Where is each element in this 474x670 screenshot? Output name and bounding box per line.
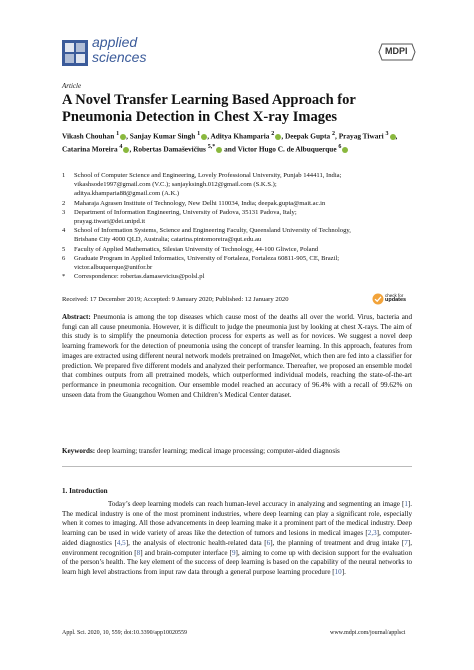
- author-affil: 4: [119, 144, 123, 151]
- abstract-text: Pneumonia is among the top diseases which cause most of the deaths all over the world. Virus, bacteria and fungi can all cause pneumonia. However, it is difficult to judge the pneumonia just by looking at chest X-rays. The aim of this study is to simplify the pneumonia detection process for experts as well as for novices. We suggest a novel deep learning framework for the detection of pneumonia using the concept of transfer learning. In this approach, features from images are extracted using different neural network models pretrained on ImageNet, which then are fed into a classifier for prediction. We prepared five different models and analyzed their performance. Thereafter, we proposed an ensemble model that combines outputs from all pretrained models, which outperformed individual models, reaching the state-of-the-art performance in pneumonia recognition. Our ensemble model reached an accuracy of 96.4% with a recall of 99.62% on unseen data from the Guangzhou Women and Children’s Medical Center dataset.: [62, 313, 412, 399]
- author-name: Vikash Chouhan: [62, 131, 117, 141]
- author-affil: 2: [271, 131, 275, 137]
- journal-logo-icon: [62, 40, 88, 66]
- intro-text: ], the analysis of electronic health-related data [: [125, 538, 267, 547]
- affiliation-number: 5: [62, 245, 66, 253]
- affiliation-line: vikashsode1997@gmail.com (V.C.); sanjayksingh.012@gmail.com (S.K.S.);: [74, 181, 277, 189]
- section-divider: [62, 466, 412, 467]
- affiliation-item: [62, 254, 422, 272]
- affiliation-text: [74, 226, 351, 244]
- affiliation-item: [62, 272, 422, 281]
- affiliation-line: School of Computer Science and Engineering, Lovely Professional University, Punjab 144411, India;: [74, 172, 342, 179]
- affiliation-line: Graduate Program in Applied Informatics, University of Fortaleza, Fortaleza 60811-905, CE, Brazil;: [74, 254, 340, 262]
- journal-name: [92, 35, 146, 65]
- affiliation-item: [62, 226, 422, 244]
- author-affil: 3: [385, 131, 389, 137]
- intro-text: Today’s deep learning models can reach human-level accuracy in analyzing and segmenting an image [: [108, 500, 405, 508]
- section-heading: 1. Introduction: [62, 487, 108, 495]
- affiliation-number: 3: [62, 208, 66, 216]
- author-affil: 1: [116, 131, 120, 137]
- intro-text: ], environment recognition [: [62, 538, 412, 557]
- citation-link[interactable]: 8: [136, 548, 141, 557]
- author-affil: 2: [332, 131, 336, 137]
- affiliation-text: [74, 254, 339, 272]
- author-affil: 1: [197, 131, 201, 137]
- keywords-text: deep learning; transfer learning; medical image processing; computer-aided diagnosis: [95, 447, 340, 455]
- author-name: , Deepak Gupta: [281, 131, 332, 141]
- intro-text: ], aiming to come up with decision support for the evaluation of the person’s health. The key element of the success of deep learning is based on the capability of the neural networks to learn high level abstractions from input raw data through a general purpose learning procedure [: [62, 548, 412, 576]
- affiliation-line: Department of Information Engineering, University of Padova, 35131 Padova, Italy;: [74, 208, 297, 216]
- paper-title: A Novel Transfer Learning Based Approach for Pneumonia Detection in Chest X-ray Images: [62, 92, 356, 125]
- affiliation-text: [74, 171, 341, 199]
- affiliation-line: Maharaja Agrasen Institute of Technology, New Delhi 110034, India; deepak.gupta@mait.ac.in: [74, 199, 326, 207]
- author-name: , Robertas Damaševičius: [129, 144, 208, 154]
- author-name: , Prayag Tiwari: [335, 131, 386, 141]
- publication-dates: Received: 17 December 2019; Accepted: 9 January 2020; Published: 12 January 2020: [62, 296, 289, 303]
- citation-link[interactable]: 1: [404, 500, 408, 508]
- author-list: [62, 129, 422, 155]
- journal-name-line1: applied: [92, 34, 138, 50]
- footer-url[interactable]: www.mdpi.com/journal/applsci: [330, 630, 406, 636]
- affiliation-line: victor.albuquerque@unifor.br: [74, 264, 153, 272]
- article-type: Article: [62, 82, 82, 90]
- journal-name-line2: sciences: [92, 49, 147, 65]
- affiliation-line: Faculty of Applied Mathematics, Silesian University of Technology, 44-100 Gliwice, Poland: [74, 245, 319, 253]
- publisher-name: MDPI: [385, 46, 408, 56]
- affiliation-line: Brisbane City 4000 QLD, Australia; catarina.pintomoreira@qut.edu.au: [74, 236, 262, 244]
- check-updates-line2: updates: [385, 297, 407, 303]
- author-name: and Victor Hugo C. de Albuquerque: [222, 144, 339, 154]
- affiliation-text: [74, 199, 325, 208]
- affiliation-line: prayag.tiwari@dei.unipd.it: [74, 218, 146, 226]
- affiliation-line: Correspondence: robertas.damasevicius@polsl.pl: [74, 273, 205, 281]
- intro-text: ].: [341, 567, 346, 576]
- affiliation-number: 2: [62, 199, 66, 207]
- affiliation-number: 6: [62, 254, 66, 262]
- author-affil: 6: [338, 144, 342, 151]
- affiliation-number: 1: [62, 172, 66, 179]
- check-for-updates-badge[interactable]: [372, 289, 410, 309]
- author-affil: 5,*: [207, 144, 216, 151]
- author-name: , Aditya Khamparia: [207, 131, 272, 141]
- citation-link[interactable]: 9: [231, 548, 236, 557]
- citation-link[interactable]: 2,3: [367, 529, 377, 538]
- intro-text: ] and brain-computer interface [: [140, 548, 232, 557]
- check-updates-text: [385, 293, 406, 303]
- check-updates-line1: check for: [385, 293, 404, 298]
- affiliation-item: [62, 199, 422, 208]
- affiliation-text: [74, 245, 318, 254]
- author-name: , Catarina Moreira: [62, 131, 398, 154]
- affiliation-number: 4: [62, 227, 66, 235]
- affiliation-text: [74, 208, 297, 226]
- affiliation-number: *: [62, 273, 66, 281]
- keywords-label: Keywords:: [62, 447, 96, 455]
- intro-text: ]. The medical industry is one of the most prominent industries, where deep learning can play a significant role, especially when it comes to imaging. All those advancements in deep learning make it a prominent part of the medical industry. Deep learning can be used in wide variety of areas like the detection of tumors and lesions in medical images [: [62, 500, 412, 538]
- affiliation-text: [74, 272, 204, 281]
- abstract: [62, 313, 412, 400]
- keywords: [62, 447, 412, 457]
- orcid-icon[interactable]: [342, 147, 348, 153]
- citation-link[interactable]: 10: [334, 567, 342, 576]
- affiliation-item: [62, 171, 422, 199]
- author-name: , Sanjay Kumar Singh: [126, 131, 198, 141]
- affiliation-line: aditya.khamparia88@gmail.com (A.K.): [74, 190, 180, 198]
- intro-text: ], computer-aided diagnostics [: [62, 529, 413, 547]
- citation-link[interactable]: 7: [404, 538, 408, 547]
- affiliation-item: [62, 208, 422, 226]
- citation-link[interactable]: 4,5: [116, 538, 126, 547]
- check-updates-icon: [372, 293, 384, 305]
- footer-citation: Appl. Sci. 2020, 10, 559; doi:10.3390/app10020559: [62, 630, 187, 636]
- affiliation-line: School of Information Systems, Science and Engineering Faculty, Queensland University of Technology,: [74, 227, 351, 235]
- introduction-paragraph: [62, 500, 412, 578]
- intro-text: ], the planning of treatment and drug intake [: [270, 538, 405, 547]
- mdpi-logo: [378, 42, 416, 62]
- abstract-label: Abstract:: [62, 313, 91, 321]
- affiliation-item: [62, 245, 422, 254]
- citation-link[interactable]: 6: [266, 538, 271, 547]
- affiliations: [62, 171, 422, 281]
